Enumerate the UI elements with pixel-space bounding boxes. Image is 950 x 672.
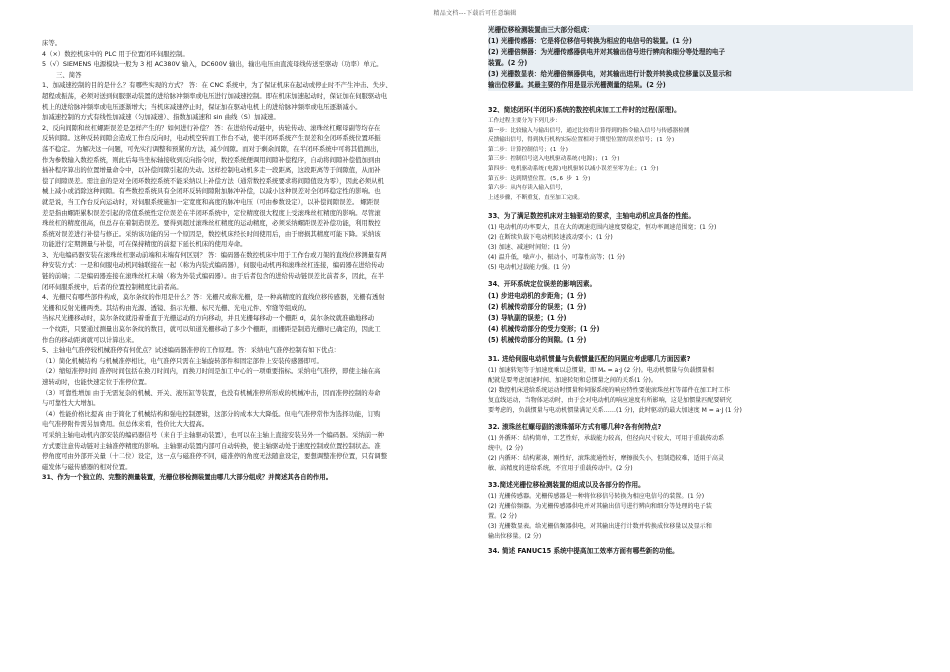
answer-32b-block [488,434,913,474]
text-line: （1）简化机械结构 与机械准停相比，电气准停只需在主轴旋转部件和固定部件上安装传感器即可。 [42,356,323,365]
answer-line: 第四步：电机驱动系统(电源)电机驱转以减小误差至零为止；(1 分) [488,165,660,172]
text-line: 磁发体与磁传感器的相对位置。 [42,462,132,471]
text-line: 就是说，当工作台反向运动时，对伺服系统施加一定宽度和高度的脉冲电压（可由参数设定），以补偿间隙误差。 螺距误 [42,197,380,206]
answer-line: 复直线运动，当物体运动时，由于会对电动机的响应速度有所影响，这是加惯量匹配要研究 [488,397,732,405]
answer-line: 光栅位移检测装置由三大部分组成： [488,26,594,34]
answer-line: (3) 导轨副的误差；(1 分) [488,314,567,323]
text-line: 停角度可由外部开关量（十二位）设定，这一点与磁准停不同，磁准停的角度无法随意设定，要想调整准停位置，只有调整 [42,452,388,461]
paragraph-1 [42,80,478,122]
text-line: 速转动时，也能快速定位于准停位置。 [42,378,151,386]
paragraph-2 [42,123,478,250]
answer-line: (1) 外循环：结构简单，工艺性好，承载能力较高，但径向尺寸较大，可用于重载传动系 [488,435,725,443]
answer-line: (4) 机械传动部分的受力变形；(1 分) [488,325,600,334]
answer-line: 第五步：达到期望位置。(5,6 步 1 分) [488,175,592,182]
answer-line: 工作过程主要分为下列几步： [488,118,561,124]
intro-line: 床等。 [42,39,62,47]
answer-line: 敏、高精度的进给系统，不宜用于重载传动中。(2 分) [488,465,633,473]
text-line: 偿了间隙误差。需注意的是对全闭环数控系统不能采纳以上补偿方法（通常数控系统要求将间隙值设为零），因此必须从机 [42,176,384,185]
text-line: 光栅和反射光栅两类。其结构由光源、透镜、指示光栅、标尺光栅、光电元件、窄缝等组成的。 [42,303,311,312]
question-33: 33、为了满足数控机床对主轴驱动的要求，主轴电动机应具备的性能。 [488,212,695,221]
answer-32-block [488,117,913,203]
text-line: 作台的移动距离就可以计算出来。 [42,335,138,344]
text-line: 械上减小或消除这种间隙。有些数控系统具有全闭环反转间隙附加脉冲补偿，以减小这种误差对全闭环稳定性的影响。也 [42,187,381,196]
answer-line: (3) 加速、减速时间短；(1 分) [488,244,571,252]
answer-line: 置。(2 分) [488,513,517,521]
answer-line: (1) 光栅传感器：它是将位移信号转换为相应的电信号的装置。(1 分) [488,37,692,45]
question-33b: 33.简述光栅位移检测装置的组成以及各部分的作用。 [488,481,645,490]
answer-line: (4) 温升低，噪声小，振动小，可靠性高等；(1 分) [488,254,625,262]
text-line: 功能进行定期测量与补偿，可在保持精度的前提下延长机床的使用寿命。 [42,240,247,249]
text-line: 机上的进给脉冲频率或电压逐渐增大；当机床减速停止时，保证加在驱动电机上的进给脉冲频率或电压逐渐减小。 [42,102,362,111]
header-note: 精品文档---下载后可任意编辑 [433,10,517,17]
text-line: 珠丝杠的精度很高，但总存在着制造误差。要得到超过滚珠丝杠精度的运动精度，必须采纳螺距误差补偿功能，利用数控 [42,219,381,228]
question-31b: 31. 进给伺服电动机惯量与负载惯量匹配的问题应考虑哪几方面因素? [488,355,691,364]
answer-line: 第二步：计算控制信号；(1 分) [488,146,569,153]
paragraph-4 [42,292,478,345]
answer-line: (5) 电动机过载能力强。(1 分) [488,264,571,272]
answer-line: (2) 光栅倍频器：为光栅传感器供电并对其输出信号进行辨向和细分等处理的电子 [488,48,726,56]
answer-line: 反馈输出信号，得到执行机构实际位置相对于期望位置的误差信号；(1 分) [488,137,675,144]
text-line: 5、主轴电气准停较机械准停有何优点？试述编码器准停的工作原理。答：采纳电气准停控制有如下优点： [42,346,341,355]
text-line: 3、光电编码器安装在滚珠丝杠驱动前端和末端有何区别？ 答：编码器在数控机床中用于工作台或刀架的直线位移测量有两 [42,250,387,259]
answer-33b-block [488,492,913,542]
section-title: 三、简答 [56,70,82,79]
answer-line: (2) 数控机床进给系统运动时惯量和伺服系统的响应特性要使滚珠丝杠等部件在加工时工作 [488,387,731,395]
text-line: 闭环伺服系统中，后者的位置控制精度比前者高。 [42,282,183,291]
answer-line: (5) 机械传动部分的间隙。(1 分) [488,336,587,345]
text-line: 方式要注意传动链对主轴准停精度的影响。主轴驱动装置内部可自动转换，使主轴驱动处于速度控制或位置控制状态。准 [42,441,381,450]
text-line: 荡不稳定。 为解决这一问题，可先实行调整和预紧的方法，减少间隙。而对于剩余间隙，在半闭环系统中可将其值测出， [42,144,383,153]
text-line: 插补程序算出的位置增量命令中，以补偿间隙引起的失动。这样控制电动机多走一段距离，这段距离等于间隙值，从而补 [42,166,381,175]
text-line: 反转间隙。这种反转间隙会造成工作台反向时，电动机空转而工作台不动，使半闭环系统产生误差和全闭环系统位置环振 [42,134,381,143]
answer-line: (2) 在断续负载下电动机转速波动要小；(1 分) [488,234,613,242]
text-line: 可采纳主轴电动机内部安装的编码器信号（来自于主轴驱动装置），也可以在主轴上直接安装另外一个编码器。采纳前一种 [42,430,384,439]
text-line: 链的前端；二是编码器连接在滚珠丝杠末端（称为外装式编码器）。由于后者包含的进给传动链误差比前者多，因此，在半 [42,272,384,281]
question-32b: 32. 滚珠丝杠螺母副的滚珠循环方式有哪几种?各有何特点? [488,423,662,432]
answer-line: 统中。(2 分) [488,445,523,453]
answer-line: 第六步：从内存读入输入信号， [488,185,567,192]
answer-line: (2) 机械传动部分的误差；(1 分) [488,303,587,312]
answer-line: 输出位移量。其最主要的作用是显示光栅测量的结果。(2 分) [488,81,666,89]
text-line: 与可靠性大大增加。 [42,399,100,408]
answer-line: (1) 加速转矩等于加速度乘以总惯量，即 Mₐ = a·J (2 分)。电动机惯量与负载惯量相 [488,367,714,375]
intro-line: 5（√）SIEMENS 电源模块一般为 3 相 AC380V 输入，DC600V 输出，输出电压由直流母线传送至驱动（功率）单元。 [42,60,383,69]
text-line: 电气准停附件需另加费用。但总体来看，性价比大大提高。 [42,420,209,429]
answer-line: (3) 光栅数显表：给光栅倍频器供电，对其输出进行计数并转换成位移量以及显示和 [488,70,732,78]
text-line: 超程或振荡，必须对送到伺服驱动装置的进给脉冲频率或电压进行加减速控制。即在机床加速起动时，保证加在伺服驱动电 [42,91,388,100]
question-32: 32、简述闭环(半闭环)系统的数控机床加工工件时的过程(原理)。 [488,106,681,114]
text-line: 差是指由螺距累积误差引起的常值系统性定位误差在半闭环系统中，定位精度很大程度上受滚珠丝杠精度的影响。尽管滚 [42,208,381,217]
answer-line: (2) 光栅倍频器。为光栅传感器供电并对其输出信号进行辨向和细分等处理的电子装 [488,503,712,511]
text-line: 2、反向间隙和丝杠螺距误差是怎样产生的？如何进行补偿？ 答：在进给传动链中，齿轮传动、滚珠丝杠螺母副等均存在 [42,123,381,132]
paragraph-5 [42,345,478,472]
answer-line: (1) 电动机的功率要大，且在大的调速范围内速度要稳定，恒功率调速范围宽；(1 分) [488,224,717,232]
text-line: （2）缩短准停时间 准停时间包括在换刀时间内，而换刀时间是加工中心的一项重要指标。采纳电气准停，即使主轴在高 [42,367,381,376]
answer-line: (1) 光栅传感器。光栅传感器是一种将位移信号转换为相应电信号的装置。(1 分) [488,493,705,501]
answer-line: (2) 内循环：结构紧凑，刚性好，滚珠流通性好，摩擦损失小，但制造较难，适用于高灵 [488,455,725,463]
intro-line: 4（×）数控机床中的 PLC 用于位置闭环伺服控制。 [42,49,189,58]
text-line: 作为参数输入数控系统，则此后每当坐标轴接收到反向指令时，数控系统便调用间隙补偿程序，自动将间隙补偿值加到由 [42,155,381,164]
answer-line: 要考虑的，负载惯量与电动机惯量满足关系……(1 分)，此时驱动的最大加速度 M = a·J (1 分) [488,407,742,415]
text-line: 1、加减速控制的目的是什么？有哪些实现的方式？ 答：在 CNC 系统中，为了保证机床在起动或停止时不产生冲击、失步、 [42,81,392,90]
question-34: 34、开环系统定位误差的影响因素。 [488,280,597,289]
right-column [488,24,913,557]
answer-34-block [488,291,913,346]
paragraph-3 [42,250,478,292]
answer-31-block [488,25,913,91]
text-line: 种安装方式：一是和伺服电动机同轴联接在一起（称为内装式编码器），伺服电动机再和滚珠丝杠连接，编码器在进给传动 [42,261,384,270]
answer-line: (1) 步进电动机的步距角；(1 分) [488,292,587,301]
left-column [42,38,478,483]
answer-line: 配就是要考虑加速时间、加速转矩和总惯量之间的关系(1 分)。 [488,377,658,385]
answer-line: 装置。(2 分) [488,59,528,67]
answer-31b-block [488,366,913,416]
answer-line: (3) 光栅数显表。给光栅倍频器供电，对其输出进行计数并转换成位移量以及显示和 [488,523,712,531]
text-line: 一个纹距，只要通过测量出莫尔条纹的数目，就可以知道光栅移动了多少个栅距，而栅距是制造光栅时已确定的，因此工 [42,325,381,334]
answer-line: 输出位移量。(2 分) [488,533,542,541]
answer-line: 第三步：控制信号送入电机驱动系统(电源)；(1 分) [488,156,621,163]
text-line: （3）可靠性增加 由于无需复杂的机械、开关、液压缸等装置，也没有机械准停所形成的机械冲击，因而准停控制的寿命 [42,388,381,397]
question-31: 31、作为一个独立的、完整的测量装置，光栅位移检测装置由哪几大部分组成？并简述其各自的作用。 [42,473,333,482]
answer-33-block [488,223,913,273]
text-line: 加减速控制的方式有线性加减速（匀加减速）、指数加减速和 sin 曲线（S）加减速。 [42,113,280,122]
text-line: （4）性能价格比提高 由于简化了机械结构和强电控制逻辑，这部分的成本大大降低。但电气准停常作为选择功能，订购 [42,409,381,418]
answer-line: 上述步骤，不断重复，直至加工完成。 [488,194,584,201]
text-line: 4、光栅尺有哪些部件构成，莫尔条纹的作用是什么？答：光栅尺或称光栅，是一种高精度的直线位移传感器，光栅有透射 [42,293,385,302]
question-34b: 34. 简述 FANUC15 系统中提高加工效率方面有哪些新的功能。 [488,547,679,556]
answer-line: 第一步：比较输入与输出信号，通过比较将计算得到的指令输入信号与传感器检测 [488,127,690,134]
text-line: 系统对误差进行补偿与修正。采纳该功能的另一个原因是，数控机床经长时间使用后，由于磨损其精度可能下降。采纳该 [42,229,381,238]
text-line: 当标尺光栅移动时，莫尔条纹就沿着垂直于光栅运动的方向移动，并且光栅每移动一个栅距 d，莫尔条纹就准确地移动 [42,314,375,323]
